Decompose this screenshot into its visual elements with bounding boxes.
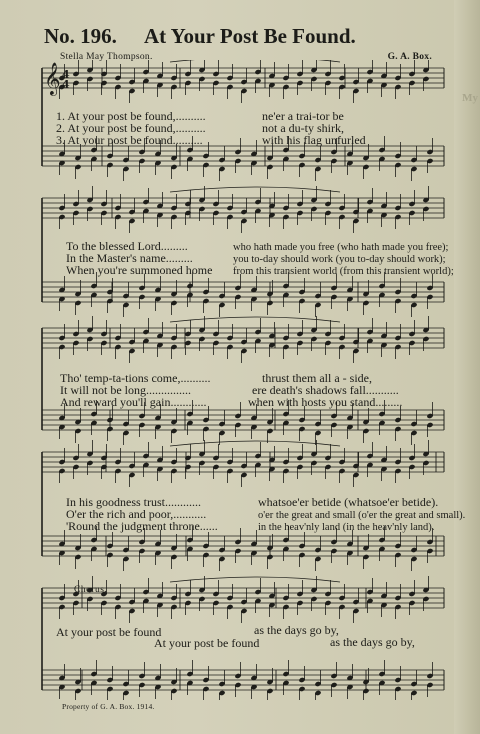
verse3-line2-left: It will not be long............... <box>60 383 191 397</box>
verse2-line2-left: In the Master's name......... <box>66 251 193 265</box>
chorus-line2-b: as the days go by, <box>330 635 415 649</box>
composer-credit: G. A. Box. <box>387 52 432 62</box>
system5-slur <box>170 577 340 582</box>
verse4-line1-left: In his goodness trust............ <box>66 495 201 509</box>
verse3-line1-left: Tho' temp-ta-tions come,.......... <box>60 371 211 385</box>
verse4-line2-right: o'er the great and small (o'er the great and small). <box>258 510 466 521</box>
verse3-line3-right: when with hosts you stand......... <box>248 395 403 409</box>
verse1-line3-right: with his flag unfurled <box>262 133 366 147</box>
verse1-line2-left: 2. At your post be found,.......... <box>56 121 206 135</box>
verse1-line3-left: 3. At your post be found.......... <box>56 133 203 147</box>
lyricist-credit: Stella May Thompson. <box>60 52 153 62</box>
chorus-line1-b: as the days go by, <box>254 623 339 637</box>
system2-slur <box>170 187 340 192</box>
system4-slur <box>170 441 340 446</box>
verse2-line3-left: When you're summoned home <box>66 263 213 277</box>
chorus-line2-a: At your post be found <box>154 636 260 650</box>
chorus-label: Chorus. <box>74 585 108 595</box>
hymn-title: At Your Post Be Found. <box>144 24 356 48</box>
verse4-line2-left: O'er the rich and poor,........... <box>66 507 207 521</box>
verse2-line1-right: who hath made you free (who hath made you free); <box>233 242 449 253</box>
verse4-line1-right: whatsoe'er betide (whatsoe'er betide). <box>258 495 439 509</box>
time-signature-icon: 4 <box>62 78 70 91</box>
verse1-line2-right: not a du-ty shirk, <box>262 121 344 135</box>
verse1-line1-right: ne'er a trai-tor be <box>262 109 344 123</box>
system1-slur <box>170 60 340 62</box>
verse2-line2-right: you to-day should work (you to-day should work); <box>233 254 446 265</box>
treble-clef-icon: 𝄞 <box>44 62 61 95</box>
system3-slur <box>170 317 340 322</box>
verse2-line1-left: To the blessed Lord......... <box>66 239 188 253</box>
page-gutter <box>454 0 480 734</box>
hymn-heading <box>44 24 454 48</box>
verse2-line3-right: from this transient world (from this transient world); <box>233 266 454 277</box>
copyright-footer: Property of G. A. Box. 1914. <box>62 702 155 711</box>
hymn-number: No. 196. <box>44 24 117 48</box>
chorus-line1-a: At your post be found <box>56 625 162 639</box>
verse4-line3-left: 'Round the judgment throne...... <box>66 519 218 533</box>
verse3-line2-right: ere death's shadows fall........... <box>252 383 399 397</box>
verse4-line3-right: in the heav'nly land (in the heav'nly land). <box>258 522 435 533</box>
verse3-line1-right: thrust them all a - side, <box>262 371 372 385</box>
verse1-line1-left: 1. At your post be found,.......... <box>56 109 206 123</box>
time-signature-icon: 4 <box>62 68 70 81</box>
bleed-through-text: My <box>462 92 478 104</box>
verse3-line3-left: And reward you'll gain............ <box>60 395 207 409</box>
